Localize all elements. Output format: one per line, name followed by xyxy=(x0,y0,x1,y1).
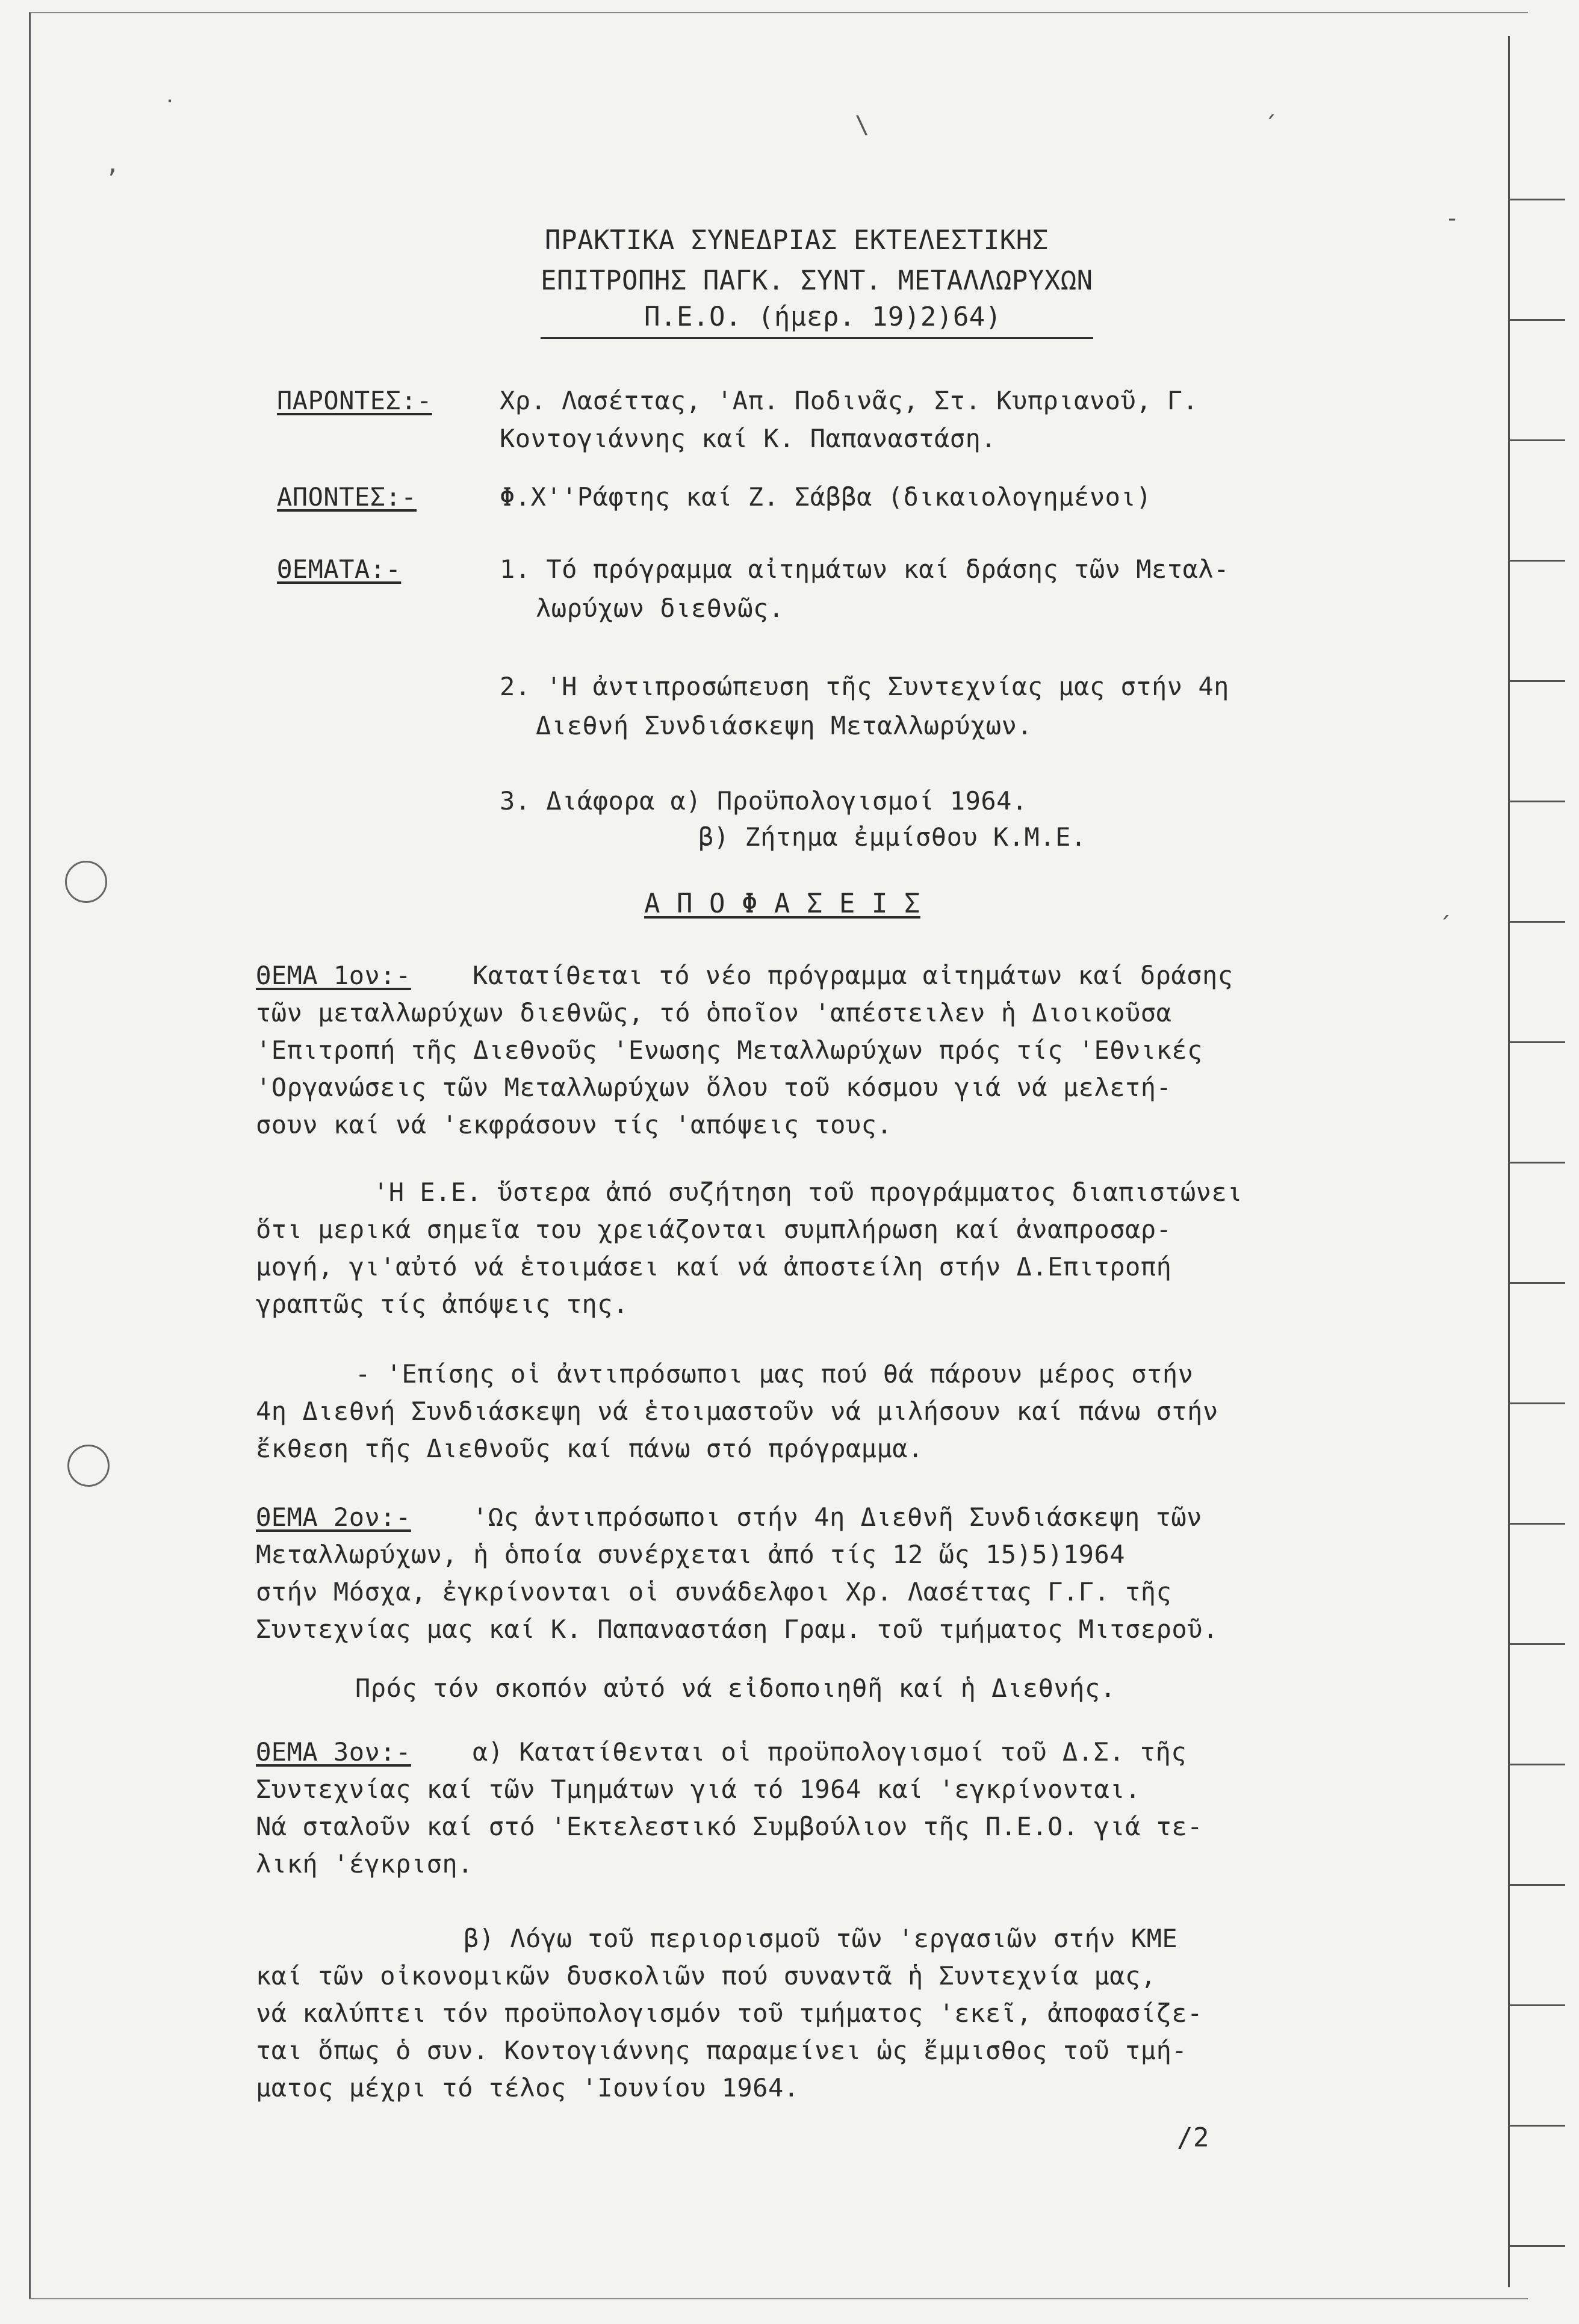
topic-1-text: 'Οργανώσεις τῶν Μεταλλωρύχων ὅλου τοῦ κόσμου γιά νά μελετή- xyxy=(256,1073,1172,1102)
punch-hole xyxy=(67,1445,110,1487)
margin-tick xyxy=(1508,1402,1565,1404)
margin-tick xyxy=(1508,1884,1565,1886)
topic-3-text: β) Λόγω τοῦ περιορισμοῦ τῶν 'εργασιῶν στήν ΚΜΕ xyxy=(464,1924,1178,1953)
topic-3-text: νά καλύπτει τόν προϋπολογισμόν τοῦ τμήματος 'εκεῖ, ἀποφασίζε- xyxy=(256,1998,1203,2028)
present-names-line-2: Κοντογιάννης καί Κ. Παπαναστάση. xyxy=(500,424,997,453)
present-names-line-1: Χρ. Λασέττας, 'Απ. Ποδινᾶς, Στ. Κυπριανοῦ, Γ. xyxy=(500,386,1199,415)
scan-speck: ˏ xyxy=(1439,891,1454,919)
margin-tick xyxy=(1508,319,1565,321)
margin-tick xyxy=(1508,199,1565,200)
punch-hole xyxy=(65,861,107,903)
topic-1-text: μογή, γι'αὐτό νά ἑτοιμάσει καί νά ἀποστείλη στήν Δ.Επιτροπή xyxy=(256,1252,1172,1281)
topic-1-text: Κατατίθεται τό νέο πρόγραμμα αἰτημάτων καί δράσης xyxy=(473,961,1233,990)
topic-2-text: Μεταλλωρύχων, ἡ ὁποία συνέρχεται ἀπό τίς 12 ὥς 15)5)1964 xyxy=(256,1540,1126,1569)
scan-speck: \ xyxy=(855,111,870,139)
topic-2-text: στήν Μόσχα, ἐγκρίνονται οἱ συνάδελφοι Χρ. Λασέττας Γ.Γ. τῆς xyxy=(256,1577,1172,1607)
page-sheet xyxy=(29,12,1528,2299)
header-title-line-1: ΠΡΑΚΤΙΚΑ ΣΥΝΕΔΡΙΑΣ ΕΚΤΕΛΕΣΤΙΚΗΣ xyxy=(545,225,1049,256)
header-underline xyxy=(541,337,1093,339)
agenda-item-2-line-1: 2. 'Η ἀντιπροσώπευση τῆς Συντεχνίας μας στήν 4η xyxy=(500,672,1229,701)
present-label: ΠΑΡΟΝΤΕΣ:- xyxy=(277,386,432,415)
margin-tick xyxy=(1508,1041,1565,1043)
margin-tick xyxy=(1508,680,1565,682)
topic-1-text: τῶν μεταλλωρύχων διεθνῶς, τό ὁποῖον 'απέστειλεν ἡ Διοικοῦσα xyxy=(256,998,1172,1027)
topic-2-text: Συντεχνίας μας καί Κ. Παπαναστάση Γραμ. τοῦ τμήματος Μιτσεροῦ. xyxy=(256,1614,1218,1644)
topic-3-text: α) Κατατίθενται οἱ προϋπολογισμοί τοῦ Δ.Σ. τῆς xyxy=(473,1737,1187,1767)
topic-3-text: Νά σταλοῦν καί στό 'Εκτελεστικό Συμβούλιον τῆς Π.Ε.Ο. γιά τε- xyxy=(256,1812,1203,1841)
margin-tick xyxy=(1508,921,1565,923)
topic-3-text: ται ὅπως ὁ συν. Κοντογιάννης παραμείνει ὡς ἔμμισθος τοῦ τμή- xyxy=(256,2036,1188,2065)
margin-tick xyxy=(1508,560,1565,562)
header-title-line-2: ΕΠΙΤΡΟΠΗΣ ΠΑΓΚ. ΣΥΝΤ. ΜΕΤΑΛΛΩΡΥΧΩΝ xyxy=(541,265,1093,296)
margin-tick xyxy=(1508,1282,1565,1284)
scan-speck: , xyxy=(105,150,120,178)
agenda-item-3-line-2: β) Ζήτημα ἐμμίσθου Κ.Μ.Ε. xyxy=(698,822,1087,852)
decisions-title: Α Π Ο Φ Α Σ Ε Ι Σ xyxy=(644,888,920,919)
topic-1-text: - 'Επίσης οἱ ἀντιπρόσωποι μας πού θά πάρουν μέρος στήν xyxy=(355,1359,1194,1389)
margin-tick xyxy=(1508,801,1565,802)
scan-speck: ˏ xyxy=(1264,90,1279,118)
topic-1-text: γραπτῶς τίς ἀπόψεις της. xyxy=(256,1289,628,1319)
topic-1-text: 4η Διεθνή Συνδιάσκεψη νά ἑτοιμαστοῦν νά μιλήσουν καί πάνω στήν xyxy=(256,1396,1218,1426)
topic-2-label: ΘΕΜΑ 2ον:- xyxy=(256,1502,411,1532)
page-continuation-marker: /2 xyxy=(1177,2122,1209,2153)
topic-1-text: ἔκθεση τῆς Διεθνοῦς καί πάνω στό πρόγραμμα. xyxy=(256,1434,923,1463)
margin-tick xyxy=(1508,439,1565,441)
margin-tick xyxy=(1508,1764,1565,1765)
agenda-item-1-line-1: 1. Τό πρόγραμμα αἰτημάτων καί δράσης τῶν Μεταλ- xyxy=(500,554,1229,584)
topic-2-text: Πρός τόν σκοπόν αὐτό νά εἰδοποιηθῆ καί ἡ Διεθνής. xyxy=(355,1673,1116,1703)
topic-3-text: Συντεχνίας καί τῶν Τμημάτων γιά τό 1964 καί 'εγκρίνονται. xyxy=(256,1774,1141,1804)
margin-tick xyxy=(1508,2004,1565,2006)
topic-1-label: ΘΕΜΑ 1ον:- xyxy=(256,961,411,990)
margin-tick xyxy=(1508,2245,1565,2247)
topic-3-label: ΘΕΜΑ 3ον:- xyxy=(256,1737,411,1767)
agenda-item-2-line-2: Διεθνή Συνδιάσκεψη Μεταλλωρύχων. xyxy=(536,711,1033,740)
margin-tick xyxy=(1508,1643,1565,1645)
topic-3-text: ματος μέχρι τό τέλος 'Ιουνίου 1964. xyxy=(256,2073,799,2102)
margin-tick xyxy=(1508,2125,1565,2127)
header-meeting-date: Π.Ε.Ο. (ήμερ. 19)2)64) xyxy=(644,302,1002,332)
topic-3-text: καί τῶν οἰκονομικῶν δυσκολιῶν πού συναντᾶ ἡ Συντεχνία μας, xyxy=(256,1961,1156,1991)
topic-1-text: σουν καί νά 'εκφράσουν τίς 'απόψεις τους. xyxy=(256,1110,893,1139)
agenda-item-1-line-2: λωρύχων διεθνῶς. xyxy=(536,593,784,623)
margin-tick xyxy=(1508,1162,1565,1164)
topic-1-text: ὅτι μερικά σημεῖα του χρειάζονται συμπλήρωση καί ἀναπροσαρ- xyxy=(256,1215,1172,1244)
topic-1-text: 'Επιτροπή τῆς Διεθνοῦς 'Ενωσης Μεταλλωρύχων πρός τίς 'Εθνικές xyxy=(256,1035,1203,1065)
scan-speck: - xyxy=(1445,205,1460,232)
margin-tick xyxy=(1508,1523,1565,1525)
topic-3-text: λική 'έγκριση. xyxy=(256,1849,474,1879)
agenda-label: ΘΕΜΑΤΑ:- xyxy=(277,554,402,584)
scan-speck: ˙ xyxy=(163,96,178,124)
agenda-item-3-line-1: 3. Διάφορα α) Προϋπολογισμοί 1964. xyxy=(500,786,1028,816)
absent-names: Φ.Χ''Ράφτης καί Ζ. Σάββα (δικαιολογημένοι) xyxy=(500,482,1152,512)
topic-1-text: 'Η Ε.Ε. ὕστερα ἀπό συζήτηση τοῦ προγράμματος διαπιστώνει xyxy=(373,1177,1243,1207)
topic-2-text: 'Ως ἀντιπρόσωποι στήν 4η Διεθνῆ Συνδιάσκεψη τῶν xyxy=(473,1502,1202,1532)
absent-label: ΑΠΟΝΤΕΣ:- xyxy=(277,482,417,512)
